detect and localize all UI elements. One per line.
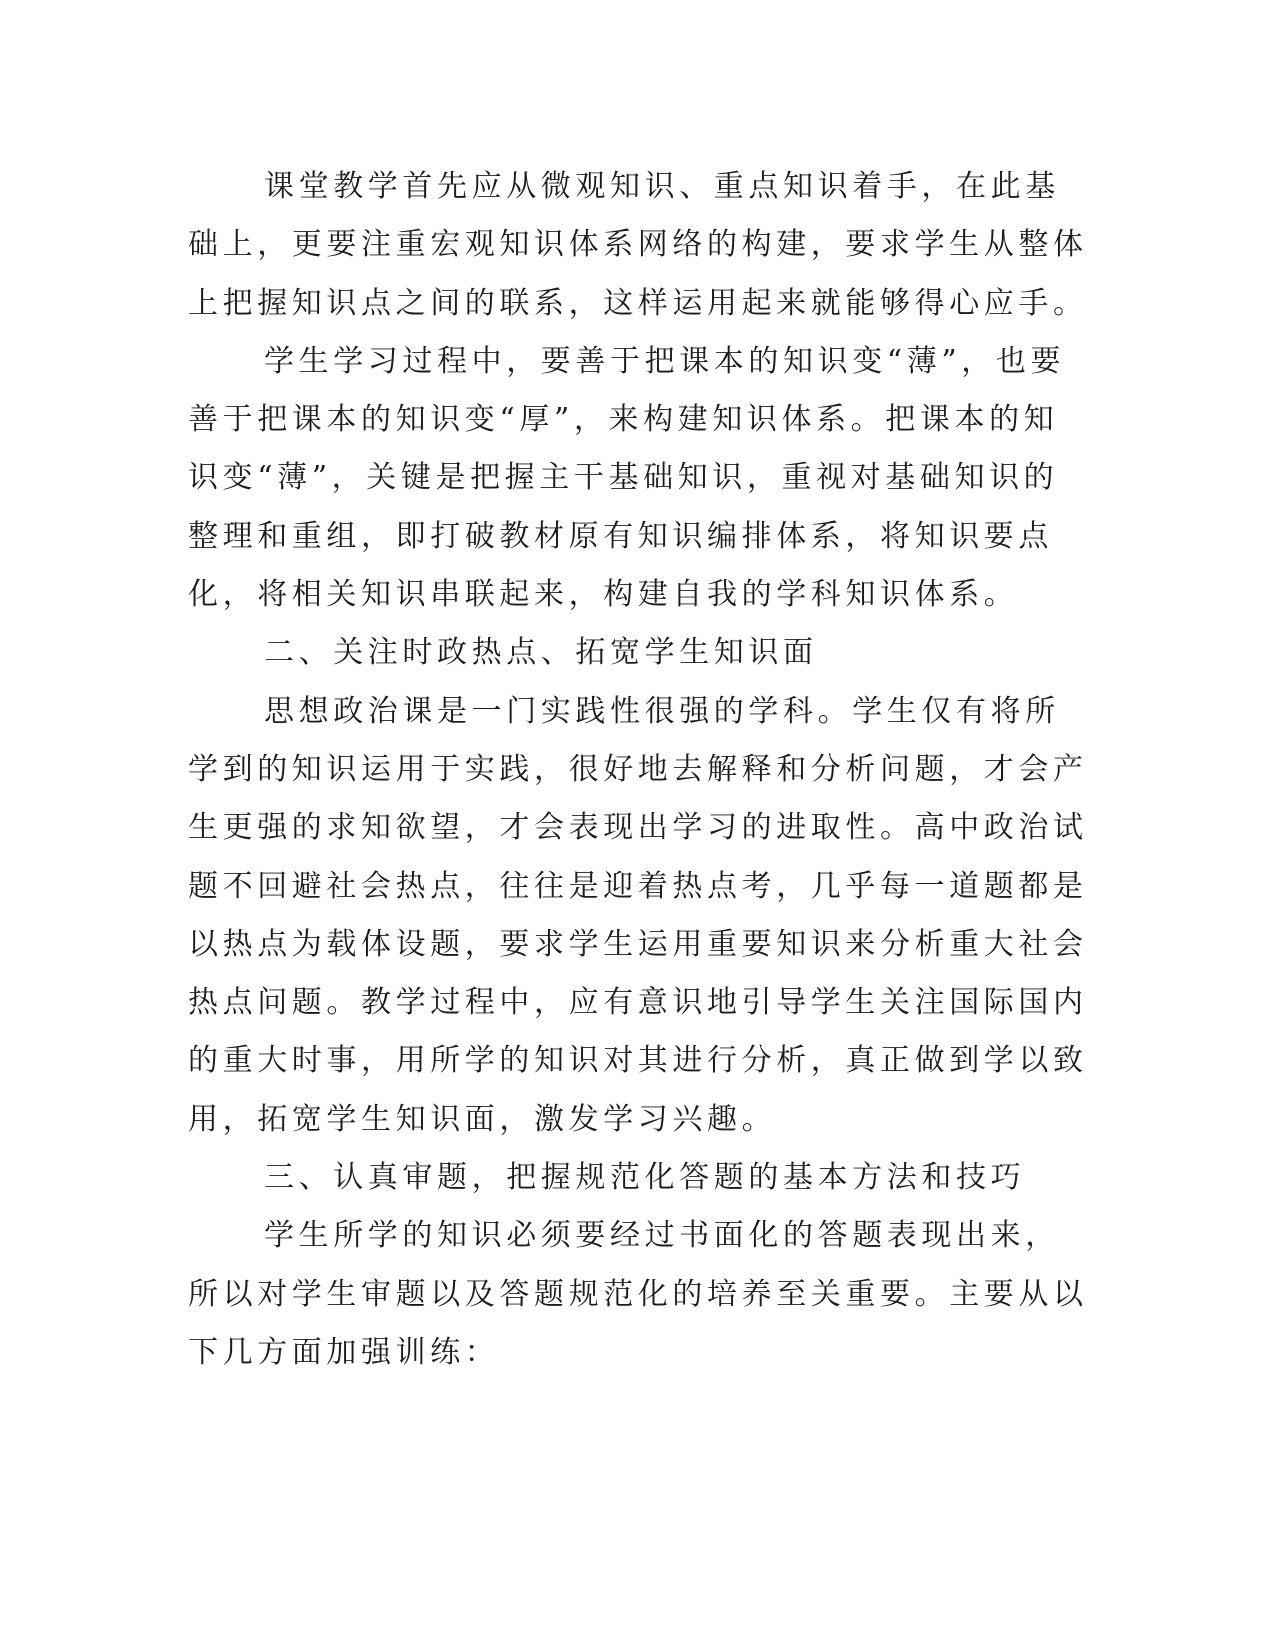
text-line: 三、认真审题，把握规范化答题的基本方法和技巧 bbox=[264, 1160, 1026, 1196]
text-line: 干基础知识，重视对基础知识的整理和重组，即打破教材原有知识编 bbox=[188, 460, 1059, 554]
text-line: 思想政治课是一门实践性很强的学科。学生仅有将所学到的知识 bbox=[188, 693, 1060, 787]
text-line: 注重宏观知识体系网络的构建，要求学生从整体上把握知识点之间的 bbox=[188, 227, 1088, 321]
text-line: 注国际国内的重大时事，用所学的知识对其进行分析，真正做到学以 bbox=[188, 985, 1088, 1079]
text-line: 学生学习过程中，要善于把课本的知识变“薄”，也要善于把课本 bbox=[188, 343, 1066, 438]
text-line: 排体系，将知识要点化，将相关知识串联起来，构建自我的学科知识 bbox=[188, 518, 1054, 613]
text-line: 二、关注时政热点、拓宽学生知识面 bbox=[264, 635, 818, 671]
text-line: 致用，拓宽学生知识面，激发学习兴趣。 bbox=[188, 1043, 1088, 1137]
text-line: 联系，这样运用起来就能够得心应手。 bbox=[499, 285, 1088, 321]
body-paragraph bbox=[188, 1207, 1088, 1382]
text-line: 审题以及答题规范化的培养至关重要。主要从以下几方面加强训练： bbox=[188, 1276, 1088, 1370]
text-line: 学生所学的知识必须要经过书面化的答题表现出来，所以对学生 bbox=[188, 1218, 1060, 1312]
text-line: 才会表现出学习的进取性。高中政治试题不回避社会热点，往往是迎 bbox=[188, 810, 1088, 904]
body-paragraph bbox=[188, 158, 1088, 333]
text-line: 运用于实践，很好地去解释和分析问题，才会产生更强的求知欲望， bbox=[188, 751, 1088, 846]
text-line: 着热点考，几乎每一道题都是以热点为载体设题，要求学生运用重要 bbox=[188, 868, 1088, 962]
section-heading bbox=[188, 1149, 1088, 1207]
document-body bbox=[188, 158, 1088, 1382]
text-line: 课堂教学首先应从微观知识、重点知识着手，在此基础上，更要 bbox=[188, 169, 1060, 263]
body-paragraph bbox=[188, 683, 1088, 1149]
section-heading bbox=[188, 624, 1088, 682]
text-line: 的知识变“厚”，来构建知识体系。把课本的知识变“薄”，关键是把握主 bbox=[188, 402, 1059, 496]
text-line: 知识来分析重大社会热点问题。教学过程中，应有意识地引导学生关 bbox=[188, 926, 1088, 1021]
text-line: 体系。 bbox=[914, 577, 1019, 613]
body-paragraph bbox=[188, 333, 1088, 624]
